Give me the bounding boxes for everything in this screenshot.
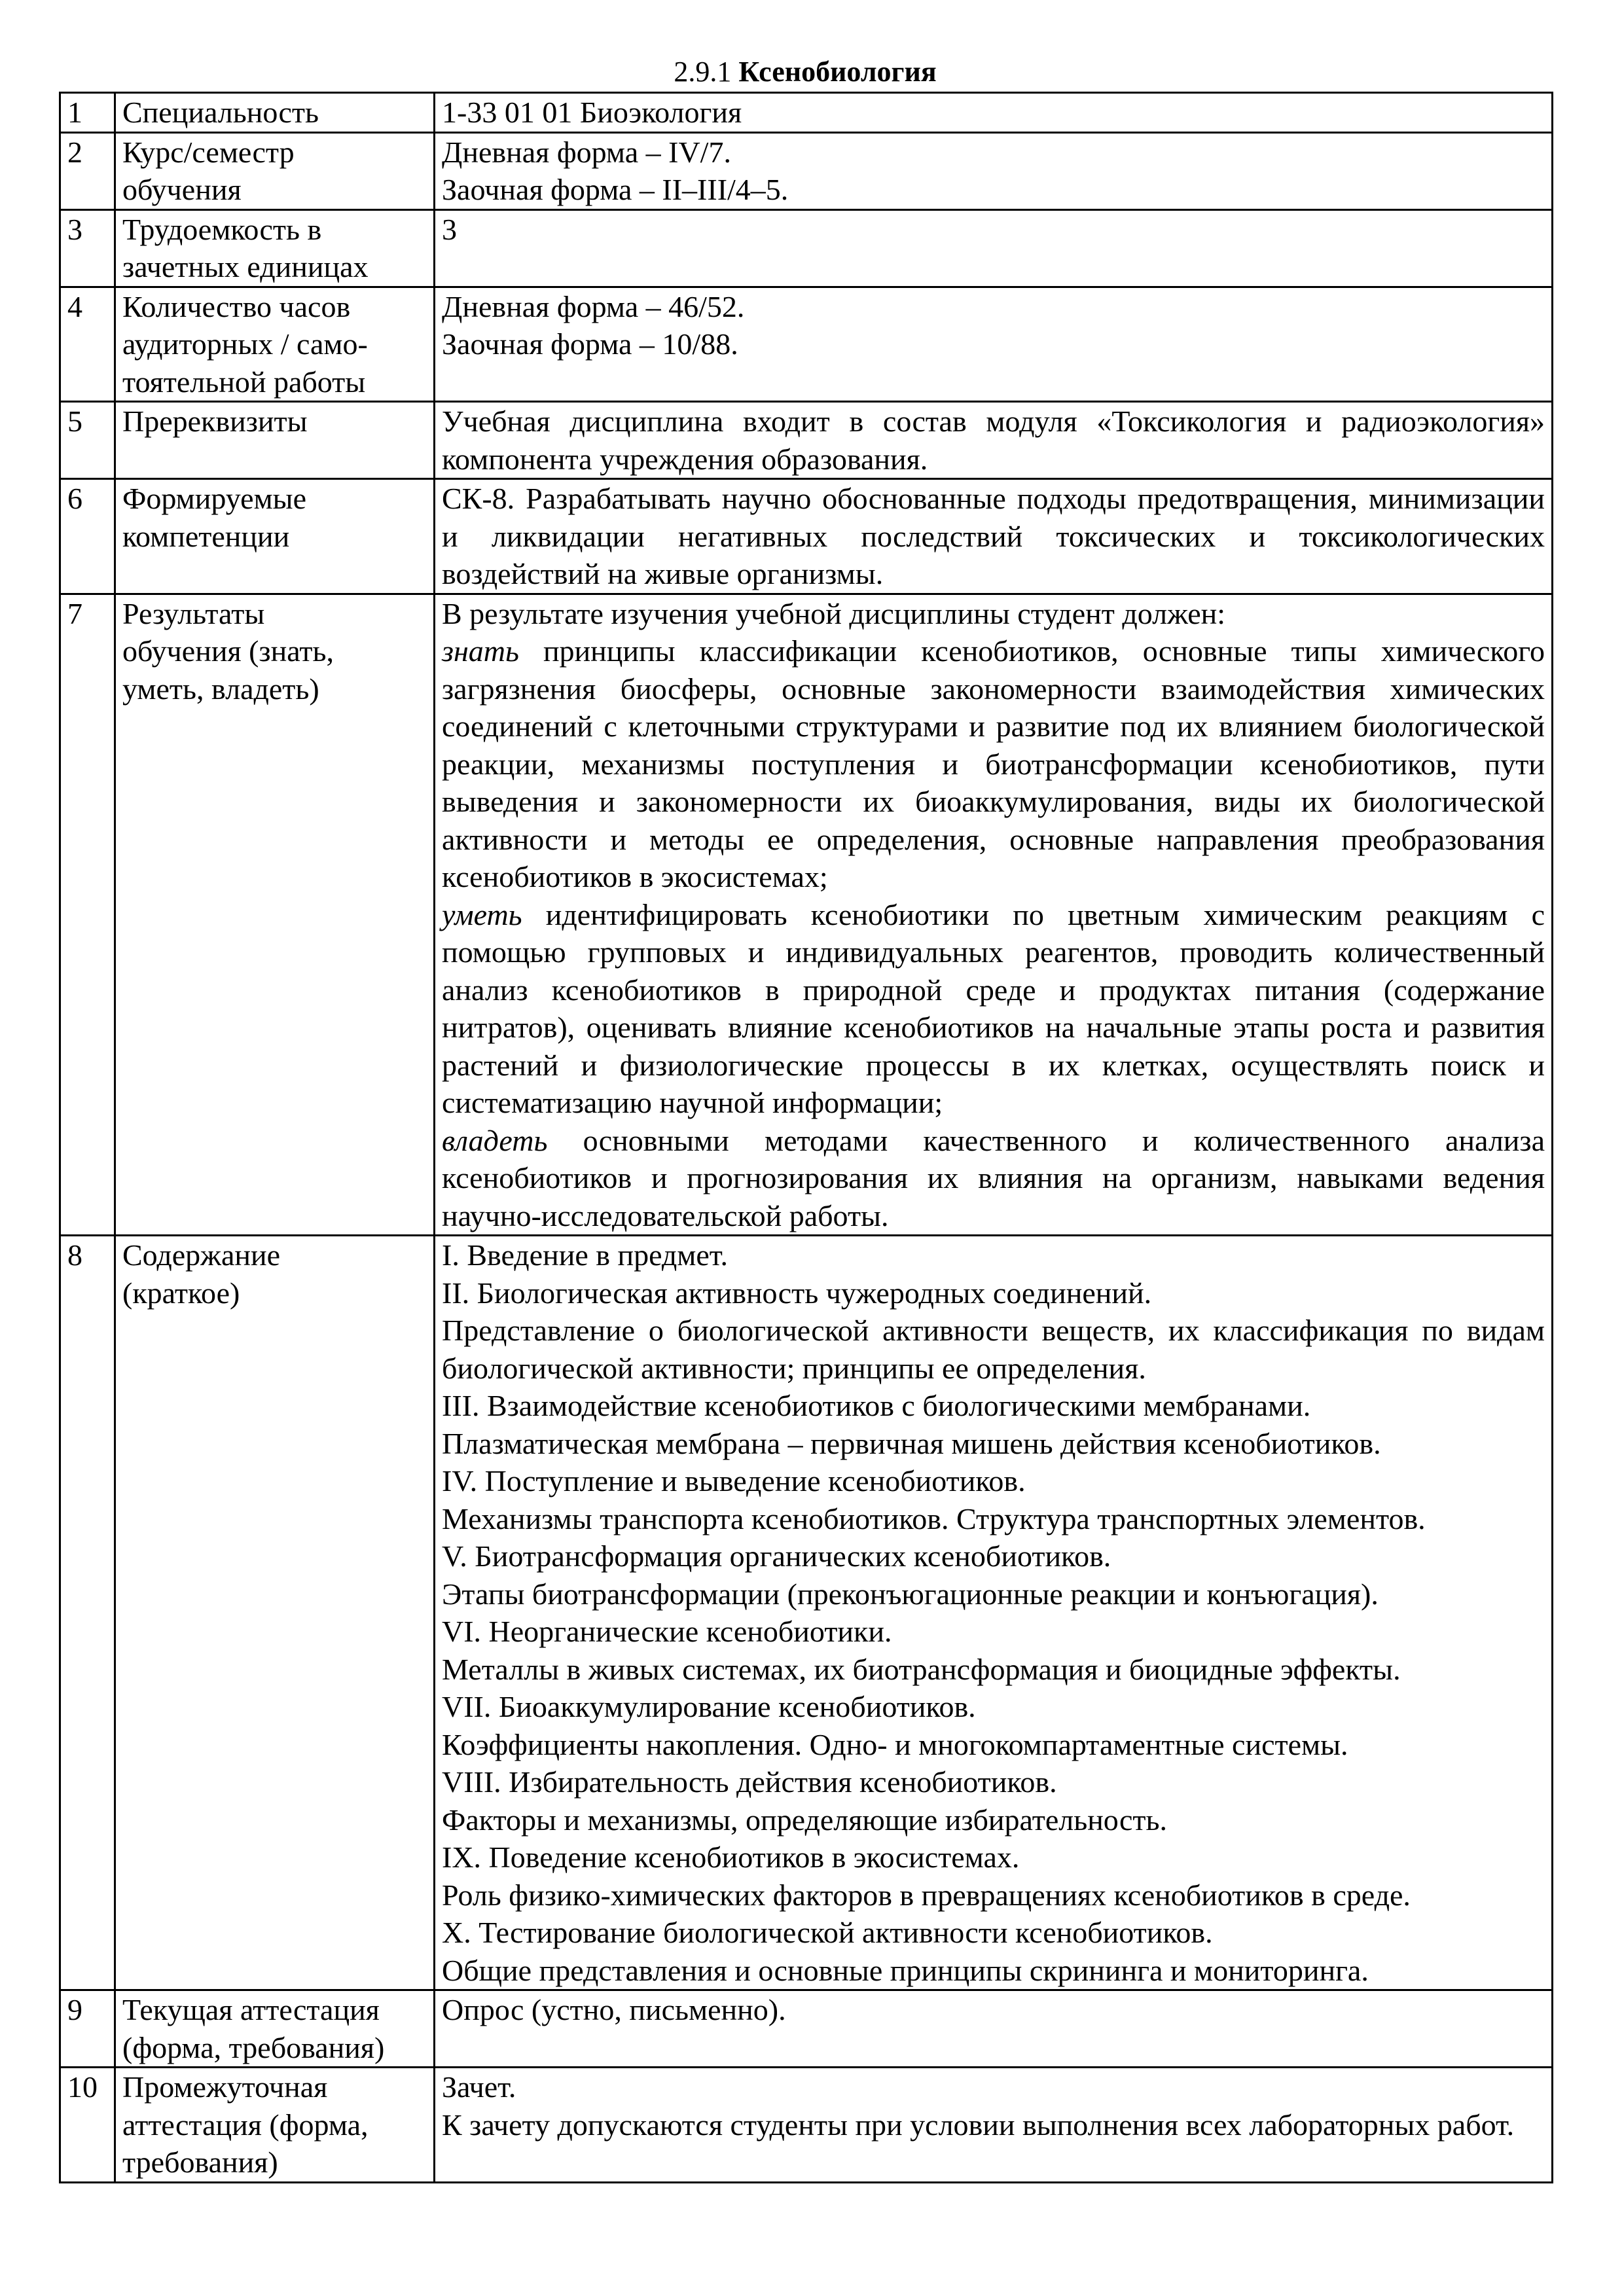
row-number: 9: [60, 1990, 115, 2068]
syllabus-table: [59, 92, 1553, 2183]
content-line: VIII. Избирательность действия ксенобиотиков.: [442, 1765, 1057, 1799]
content-line: VI. Неорганические ксенобиотики.: [442, 1615, 892, 1648]
content-line: VII. Биоаккумулирование ксенобиотиков.: [442, 1690, 976, 1723]
content-line: III. Взаимодействие ксенобиотиков с биологическими мембранами.: [442, 1389, 1311, 1422]
row-number: 8: [60, 1236, 115, 1990]
row-value: Опрос (устно, письменно).: [435, 1990, 1553, 2068]
title-name: Ксенобиология: [738, 56, 937, 88]
content-line: Факторы и механизмы, определяющие избирательность.: [442, 1803, 1167, 1837]
row-label: Курс/семестр обучения: [115, 132, 435, 209]
results-know: знать принципы классификации ксенобиотиков, основные типы химического загрязнения биосферы, основные закономерности взаимодействия химических соединений с клеточными структурами и развитие под их влиянием биологической реакции, механизмы поступления и биотрансформации ксенобиотиков, пути выведения и закономерности их биоаккумулирования, виды их биологической активности и методы ее определения, основные направления преобразования ксенобиотиков в экосистемах;: [442, 634, 1545, 893]
content-line: Роль физико-химических факторов в превращениях ксенобиотиков в среде.: [442, 1878, 1411, 1912]
content-line: IX. Поведение ксенобиотиков в экосистемах.: [442, 1840, 1020, 1874]
row-value: [435, 594, 1553, 1236]
row-label: Количество часов аудиторных / само- тоятельной работы: [115, 287, 435, 402]
content-line: Представление о биологической активности веществ, их классификация по видам биологической активности; принципы ее определения.: [442, 1314, 1545, 1385]
row-number: 10: [60, 2068, 115, 2183]
row-value: [435, 1236, 1553, 1990]
table-row: [60, 2068, 1553, 2183]
results-can: уметь идентифицировать ксенобиотики по цветным химическим реакциям с помощью групповых и индивидуальных реагентов, проводить количественный анализ ксенобиотиков в природной среде и продуктах питания (содержание нитратов), оценивать влияние ксенобиотиков на начальные этапы роста и развития растений и физиологические процессы в их клетках, осуществлять поиск и систематизацию научной информации;: [442, 897, 1545, 1119]
row-label: Трудоемкость в зачетных единицах: [115, 209, 435, 287]
results-master: владеть основными методами качественного и количественного анализа ксенобиотиков и прогнозирования их влияния на организм, навыками ведения научно-исследовательской работы.: [442, 1123, 1545, 1232]
table-row: [60, 402, 1553, 479]
table-row: [60, 132, 1553, 209]
content-line: Общие представления и основные принципы скрининга и мониторинга.: [442, 1953, 1369, 1987]
table-row: [60, 479, 1553, 594]
content-line: V. Биотрансформация органических ксенобиотиков.: [442, 1539, 1111, 1573]
document-title: [59, 54, 1551, 90]
table-row: [60, 209, 1553, 287]
table-row: [60, 1990, 1553, 2068]
row-number: 2: [60, 132, 115, 209]
row-value: СК-8. Разрабатывать научно обоснованные подходы предотвращения, минимизации и ликвидации негативных последствий токсических и токсикологических воздействий на живые организмы.: [435, 479, 1553, 594]
row-value: Дневная форма – IV/7. Заочная форма – II–III/4–5.: [435, 132, 1553, 209]
content-line: X. Тестирование биологической активности ксенобиотиков.: [442, 1916, 1213, 1949]
row-number: 6: [60, 479, 115, 594]
title-number: 2.9.1: [674, 56, 732, 88]
row-number: 1: [60, 93, 115, 133]
content-line: Коэффициенты накопления. Одно- и многокомпартаментные системы.: [442, 1727, 1348, 1761]
row-label: Формируемые компетенции: [115, 479, 435, 594]
content-line: Металлы в живых системах, их биотрансформация и биоцидные эффекты.: [442, 1652, 1401, 1686]
content-line: IV. Поступление и выведение ксенобиотиков.: [442, 1464, 1026, 1498]
row-label: Промежуточная аттестация (форма, требования): [115, 2068, 435, 2183]
content-line: II. Биологическая активность чужеродных соединений.: [442, 1276, 1152, 1310]
row-value: 1-33 01 01 Биоэкология: [435, 93, 1553, 133]
content-line: I. Введение в предмет.: [442, 1238, 728, 1272]
row-number: 3: [60, 209, 115, 287]
results-intro: В результате изучения учебной дисциплины студент должен:: [442, 596, 1226, 630]
row-value: Зачет. К зачету допускаются студенты при условии выполнения всех лабораторных работ.: [435, 2068, 1553, 2183]
content-line: Плазматическая мембрана – первичная мишень действия ксенобиотиков.: [442, 1426, 1381, 1460]
table-row: [60, 1236, 1553, 1990]
row-value: 3: [435, 209, 1553, 287]
row-value: Дневная форма – 46/52. Заочная форма – 10/88.: [435, 287, 1553, 402]
table-row: [60, 93, 1553, 133]
row-label: Пререквизиты: [115, 402, 435, 479]
content-line: Механизмы транспорта ксенобиотиков. Структура транспортных элементов.: [442, 1501, 1426, 1535]
table-row: [60, 594, 1553, 1236]
table-row: [60, 287, 1553, 402]
row-number: 7: [60, 594, 115, 1236]
row-number: 4: [60, 287, 115, 402]
row-number: 5: [60, 402, 115, 479]
row-label: Текущая аттестация (форма, требования): [115, 1990, 435, 2068]
content-line: Этапы биотрансформации (преконъюгационные реакции и конъюгация).: [442, 1577, 1379, 1611]
row-value: Учебная дисциплина входит в состав модуля «Токсикология и радиоэкология» компонента учреждения образования.: [435, 402, 1553, 479]
row-label: Содержание (краткое): [115, 1236, 435, 1990]
row-label: Специальность: [115, 93, 435, 133]
row-label: Результаты обучения (знать, уметь, владеть): [115, 594, 435, 1236]
